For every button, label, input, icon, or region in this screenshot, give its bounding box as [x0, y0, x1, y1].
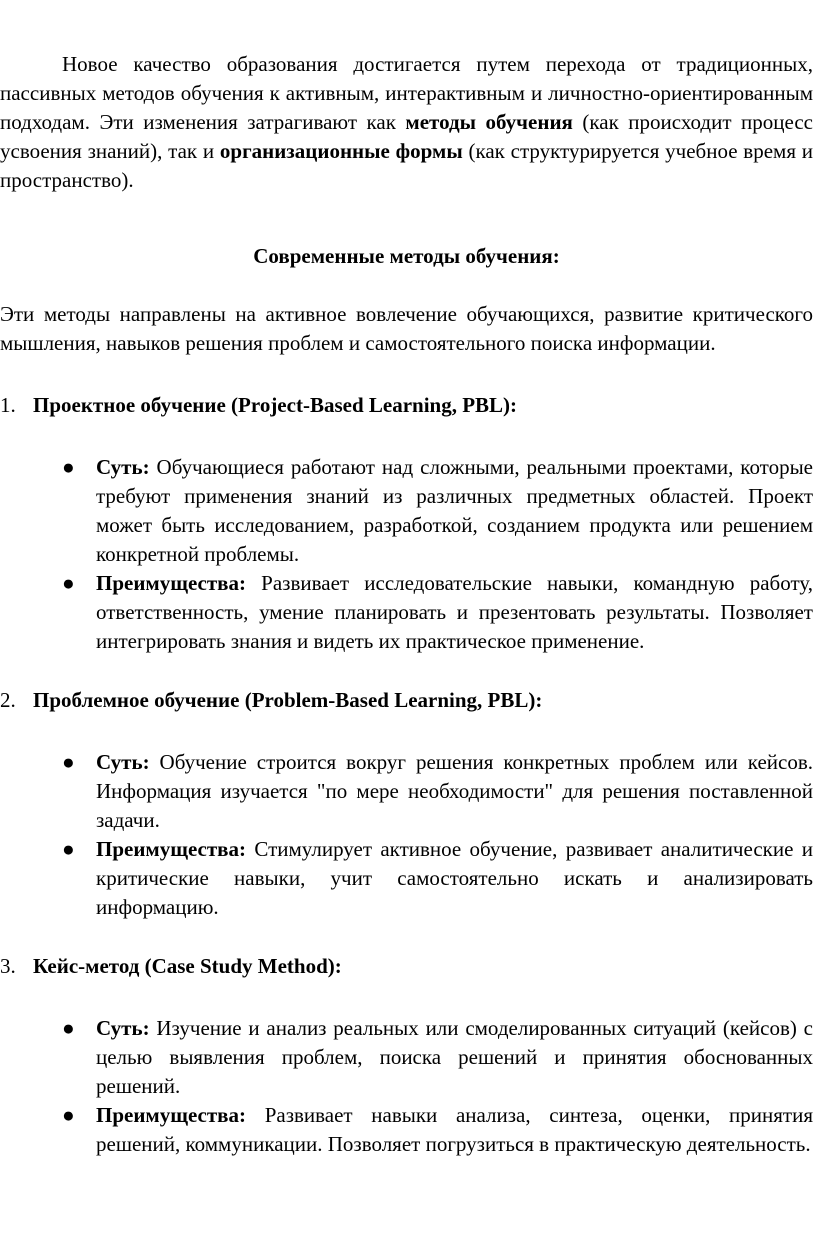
item-text: Развивает навыки анализа, синтеза, оценки, принятия решений, коммуникации. Позволяет погрузиться в практическую деятельность. — [96, 1103, 813, 1156]
method-bullet-list — [0, 748, 813, 922]
intro-bold-methods: методы обучения — [405, 110, 573, 134]
methods-intro-paragraph: Эти методы направлены на активное вовлечение обучающихся, развитие критического мышления, навыков решения проблем и самостоятельного поиска информации. — [0, 302, 813, 355]
intro-bold-forms: организационные формы — [219, 139, 463, 163]
item-text: Развивает исследовательские навыки, командную работу, ответственность, умение планировать и презентовать результаты. Позволяет интегрировать знания и видеть их практическое применение. — [96, 571, 813, 653]
list-item — [0, 1101, 813, 1159]
method-number: 2. — [0, 688, 16, 712]
item-label: Преимущества: — [96, 837, 247, 861]
method-title-3 — [0, 952, 813, 981]
list-item — [0, 453, 813, 569]
item-text: Обучение строится вокруг решения конкретных проблем или кейсов. Информация изучается "по мере необходимости" для решения поставленной задачи. — [96, 750, 813, 832]
method-title-2 — [0, 686, 813, 715]
item-text: Изучение и анализ реальных или смоделированных ситуаций (кейсов) с целью выявления проблем, поиска решений и принятия обоснованных решений. — [96, 1016, 813, 1098]
method-title-text: Проблемное обучение (Problem-Based Learning, PBL): — [33, 688, 543, 712]
bullet-icon: ● — [62, 837, 75, 861]
document-page — [0, 50, 813, 1159]
bullet-icon: ● — [62, 750, 75, 774]
method-section-2 — [0, 686, 813, 922]
item-label: Преимущества: — [96, 571, 247, 595]
item-label: Суть: — [96, 455, 150, 479]
bullet-icon: ● — [62, 571, 75, 595]
bullet-icon: ● — [62, 1016, 75, 1040]
method-section-3 — [0, 952, 813, 1159]
section-heading: Современные методы обучения: — [253, 244, 560, 268]
item-text: Обучающиеся работают над сложными, реальными проектами, которые требуют применения знаний из различных предметных областей. Проект может быть исследованием, разработкой, созданием продукта или решением конкретной проблемы. — [96, 455, 813, 566]
method-title-1 — [0, 391, 813, 420]
method-number: 3. — [0, 954, 16, 978]
method-title-text: Проектное обучение (Project-Based Learning, PBL): — [33, 393, 518, 417]
intro-text-1: Новое качество образования достигается путем перехода от традиционных, пассивных методов обучения к активным, интерактивным и личностно-ориентированным подходам. Эти изменения затрагивают как — [0, 52, 813, 134]
bullet-icon: ● — [62, 1103, 75, 1127]
method-section-1 — [0, 391, 813, 656]
list-item — [0, 569, 813, 656]
bullet-icon: ● — [62, 455, 75, 479]
item-text: Стимулирует активное обучение, развивает аналитические и критические навыки, учит самостоятельно искать и анализировать информацию. — [96, 837, 813, 919]
list-item — [0, 835, 813, 922]
item-label: Суть: — [96, 1016, 150, 1040]
intro-paragraph — [0, 50, 813, 195]
intro-text-3: (как структурируется учебное время и пространство). — [0, 139, 813, 192]
item-label: Преимущества: — [96, 1103, 247, 1127]
intro-text-2: (как происходит процесс усвоения знаний), так и — [0, 110, 813, 163]
method-title-text: Кейс-метод (Case Study Method): — [33, 954, 342, 978]
list-item — [0, 748, 813, 835]
method-bullet-list — [0, 1014, 813, 1159]
item-label: Суть: — [96, 750, 150, 774]
method-bullet-list — [0, 453, 813, 656]
method-number: 1. — [0, 393, 16, 417]
list-item — [0, 1014, 813, 1101]
